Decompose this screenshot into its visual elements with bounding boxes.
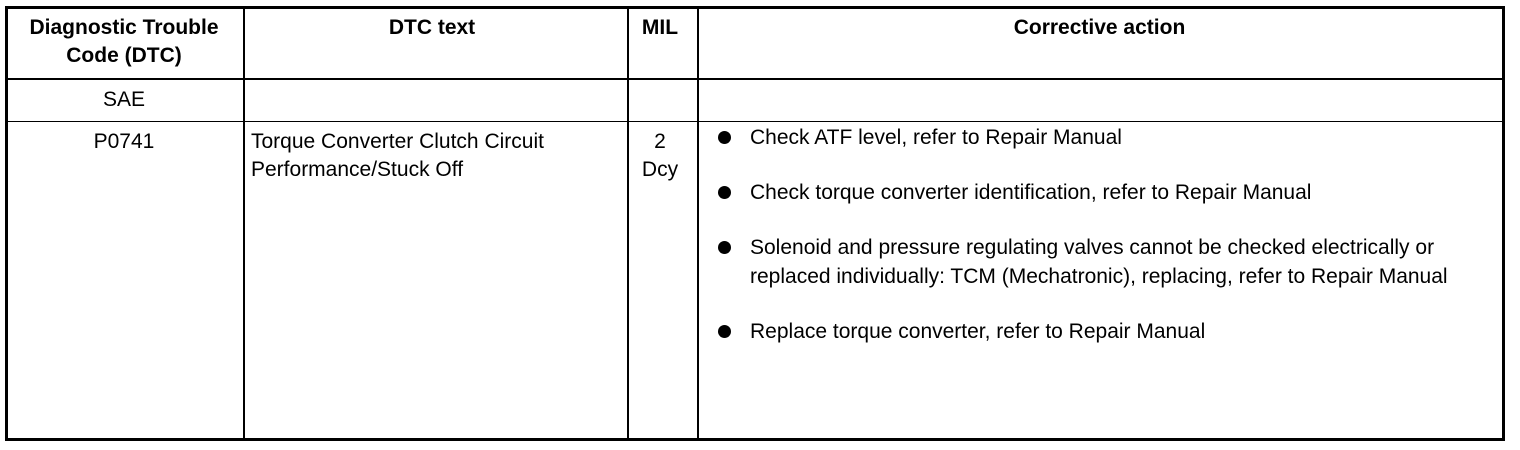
header-divider: [8, 78, 1502, 80]
mil-value: [627, 128, 693, 184]
header-dtc-text: DTC text: [388, 16, 476, 39]
corrective-action-item: [712, 178, 1482, 207]
mil-unit: Dcy: [641, 158, 679, 181]
header-mil: MIL: [641, 16, 679, 39]
corrective-action-text: Solenoid and pressure regulating valves cannot be checked electrically or replaced individually: TCM (Mechatronic), replacing, refer to Repair Manual: [750, 236, 1448, 288]
corrective-action-text: Check torque converter identification, refer to Repair Manual: [750, 181, 1312, 204]
corrective-action-text: Replace torque converter, refer to Repair Manual: [750, 320, 1206, 343]
bullet-icon: [718, 131, 731, 144]
col-divider-2: [627, 9, 629, 438]
corrective-action-item: [712, 317, 1482, 346]
bullet-icon: [718, 241, 731, 254]
col-divider-3: [697, 9, 699, 438]
col-divider-1: [243, 9, 245, 438]
bullet-icon: [718, 186, 731, 199]
corrective-action-list: [712, 123, 1482, 372]
corrective-action-item: [712, 123, 1482, 152]
dtc-standard-label: SAE: [102, 88, 146, 111]
mil-count: 2: [654, 130, 666, 153]
dtc-code: P0741: [93, 130, 155, 153]
standard-row-divider: [8, 121, 1502, 122]
corrective-action-text: Check ATF level, refer to Repair Manual: [750, 126, 1122, 149]
header-corrective-action: Corrective action: [1013, 16, 1186, 39]
corrective-action-item: [712, 233, 1482, 291]
bullet-icon: [718, 325, 731, 338]
dtc-text: Torque Converter Clutch Circuit Performance/Stuck Off: [251, 130, 544, 181]
header-dtc: Diagnostic Trouble Code (DTC): [29, 16, 219, 67]
